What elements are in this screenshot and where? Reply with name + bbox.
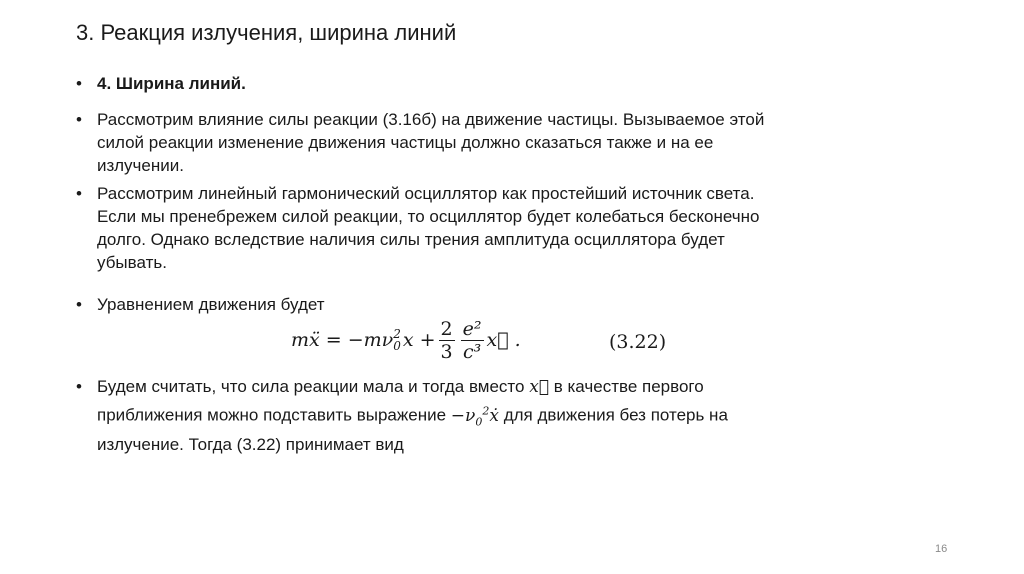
bullet-dot-icon: • [76,184,82,203]
fraction-denominator: c³ [462,340,482,363]
equation-3-22 [291,312,521,368]
slide-title: 3. Реакция излучения, ширина линий [76,20,457,45]
bullet-line: убывать. [97,253,167,272]
bullet-dot-icon: • [76,74,82,93]
equation-number: (3.22) [609,331,667,353]
formula-superscript: 2 [482,404,490,417]
equation-x-term: x + [402,329,436,351]
formula-part: −ν [450,405,476,426]
text-segment: приближения можно подставить выражение [97,405,451,425]
bullet-dot-icon: • [76,377,82,396]
inline-formula [450,404,499,429]
bullet-dot-icon: • [76,110,82,129]
bullet-line: Рассмотрим линейный гармонический осциллятор как простейший источник света. [97,184,755,203]
bullet-line: Если мы пренебрежем силой реакции, то осциллятор будет колебаться бесконечно [97,207,760,226]
bullet-line: Уравнением движения будет [97,295,325,314]
equation-lhs: mẍ = −mν [291,329,394,351]
nu-scripts [393,328,401,352]
text-segment: Будем считать, что сила реакции мала и тогда вместо [97,377,530,396]
bullet-line [97,375,728,399]
formula-superscript: 2 [393,327,401,341]
formula-subscript: 0 [393,339,401,353]
formula-subscript: 0 [475,415,483,429]
text-segment: в качестве первого [549,377,704,396]
equation-tail: x⃛ . [486,329,521,351]
bullet-line [97,399,728,433]
bullet-dot-icon: • [76,295,82,314]
fraction-denominator: 3 [440,340,453,363]
bullet-item [76,182,759,274]
inline-formula: x⃛ [529,377,550,397]
bullet-heading: 4. Ширина линий. [97,74,246,93]
bullet-line: излучение. Тогда (3.22) принимает вид [97,435,404,455]
bullet-item [76,293,325,316]
bullet-line: излучении. [97,156,184,175]
bullet-line: силой реакции изменение движения частицы должно сказаться также и на ее [97,133,714,152]
bullet-line: Рассмотрим влияние силы реакции (3.16б) на движение частицы. Вызываемое этой [97,110,765,129]
bullet-item [76,375,728,456]
text-segment: для движения без потерь на [498,405,728,425]
formula-part: ẋ [489,405,499,426]
fraction-two-thirds [439,318,455,363]
fraction-numerator: 2 [440,317,453,340]
fraction-e-c [461,318,484,363]
bullet-line: долго. Однако вследствие наличия силы трения амплитуда осциллятора будет [97,230,725,249]
bullet-item [76,72,246,95]
page-number: 16 [935,543,948,555]
fraction-numerator: e² [462,317,482,340]
bullet-item [76,108,764,177]
